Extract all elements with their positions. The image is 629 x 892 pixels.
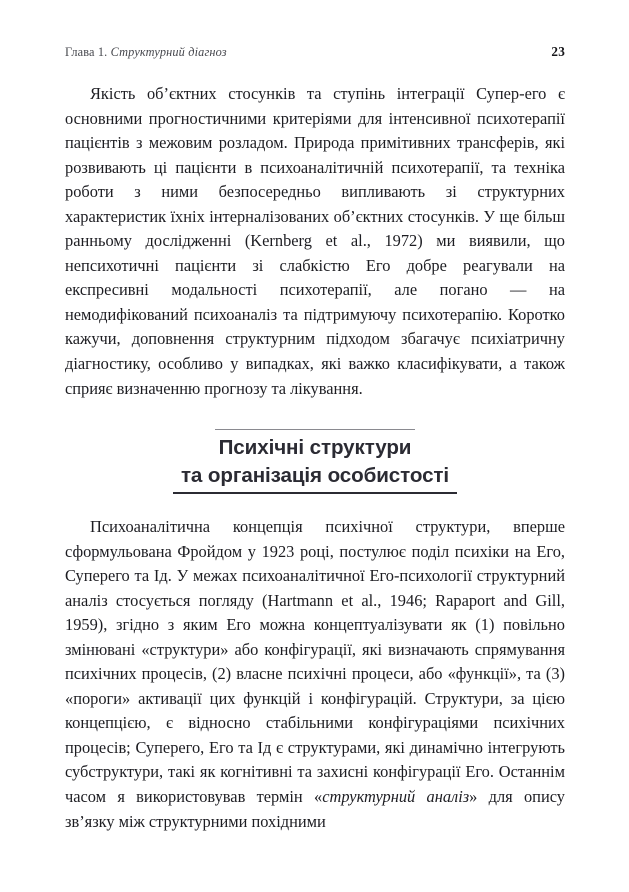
running-header [65, 44, 565, 64]
paragraph-2-italic-term: структурний аналіз [322, 787, 470, 807]
page-number: 23 [551, 44, 565, 59]
paragraph-2-part-1: Психоаналітична концепція психічної структури, вперше сформульована Фройдом у 1923 році, постулює поділ психіки на Его, Суперего та Ід. У межах психоаналітичної Его-психології структурний аналіз стосується погляду (Hartmann et al., 1946; Rapaport and Gill, 1959), згідно з яким Его можна концептуалізувати як (1) повільно змінювані «структури» або конфігурації, які визначають спрямування психічних процесів, (2) власне психічні процеси, або «функції», та (3) «пороги» активації цих функцій і конфігурацій. Структури, за цією концепцією, є відносно стабільними конфігураціями психічних процесів; Суперего, Его та Ід є структурами, які динамічно інтегрують субструктури, такі як когнітивні та захисні конфігурації Его. Останнім часом я використовував термін « [65, 517, 565, 807]
paragraph-1: Якість об’єктних стосунків та ступінь інтеграції Супер-его є основними прогностичними критеріями для інтенсивної психотерапії пацієнтів з межовим розладом. Природа примітивних трансферів, які розвивають ці пацієнти в психоаналітичній психотерапії, та техніка роботи з ними безпосередньо випливають зі структурних характеристик їхніх інтерналізованих об’єктних стосунків. У ще більш ранньому дослідженні (Kernberg et al., 1972) ми виявили, що непсихотичні пацієнти зі слабкістю Его добре реагували на експресивні модальності психотерапії, але погано — на немодифікований психоаналіз та підтримуючу психотерапію. Коротко кажучи, доповнення структурним підходом збагачує психіатричну діагностику, особливо у випадках, які важко класифікувати, а також сприяє визначенню прогнозу та лікування. [65, 84, 565, 398]
paragraph-2 [65, 515, 565, 834]
chapter-title: Структурний діагноз [110, 45, 227, 59]
heading-rule-bottom [173, 492, 457, 494]
section-heading-block [65, 424, 565, 494]
paragraph-2-part-2: » для опису зв’язку між структурними похідними [65, 787, 565, 831]
section-heading-line-1: Психічні структури [218, 436, 412, 459]
running-header-text [65, 45, 227, 60]
section-heading [65, 425, 565, 491]
chapter-label: Глава 1. [65, 45, 108, 59]
heading-rule-top [215, 429, 415, 430]
section-heading-line-2: та організація особистості [180, 463, 450, 487]
body-text-block-2 [65, 515, 565, 834]
body-text-block [65, 82, 565, 401]
